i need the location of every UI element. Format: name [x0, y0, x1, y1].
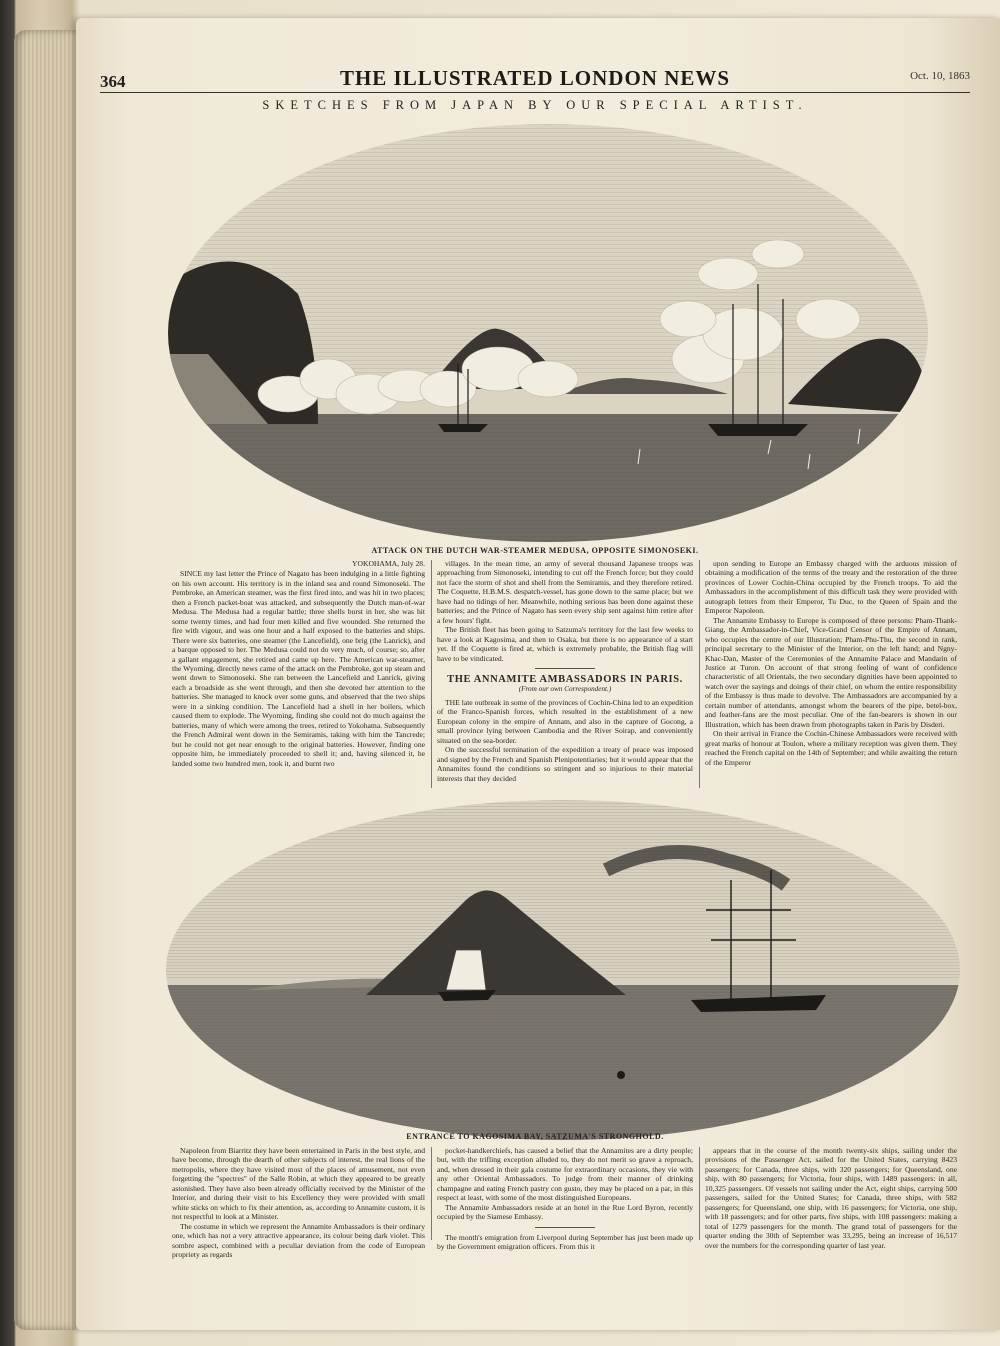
paragraph: The British fleet has been going to Satzuma's territory for the last few weeks to have a look at Kagosima, and then to Osaka, but there is no appearance of a start yet. If the Coquette is fired at, which is extremely probable, the British flag will have to be vindicated. [437, 625, 693, 663]
page-edges [14, 30, 76, 1330]
section-title: SKETCHES FROM JAPAN BY OUR SPECIAL ARTIST. [262, 98, 808, 112]
article-col3 [705, 559, 957, 789]
byline: (From our own Correspondent.) [518, 685, 612, 694]
headline-annamite: THE ANNAMITE AMBASSADORS IN PARIS. [447, 673, 683, 685]
paragraph: appears that in the course of the month twenty-six ships, sailing under the provisions of the Passenger Act, sailed for the United States, carrying 8423 passengers; for Canada, three ships, with 320 passengers; for Queensland, one ship, with 80 passengers; for Victoria, four ships, with 1489 passengers: in all, 10,325 passengers. Of vessels not sailing under the Act, eight ships, carrying 500 passengers, sailed for the United States; for Canada, three ships, with 582 passengers; for Queensland, one ship, with 16 passengers; for Victoria, one ship, with 18 passengers; and for other parts, five ships, with 108 passengers: making a total of 1279 passengers for the month. The grand total of passengers for the quarter ending the 30th of September was 33,295, being an increase of 16,517 over the numbers for the corresponding quarter of last year. [705, 1146, 957, 1250]
paragraph: Napoleon from Biarritz they have been entertained in Paris in the best style, and have become, through the dearth of other subjects of interest, the real lions of the metropolis, where they have visited most of the places of amusement, not even forgetting the "spectres" of the Salle Robin, at which they appeared to be greatly astonished. They have also been already officially received by the Minister of the Interior, and during their visit to his Excellency they were provided with small white sticks on which to fix their attention, as, according to Annamite custom, it is not respectful to look at a Minister. [172, 1146, 425, 1222]
column-rule [431, 1147, 432, 1240]
article-lower-col1 [172, 1146, 425, 1259]
article-yokohama-col1 [172, 559, 425, 789]
paragraph: villages. In the mean time, an army of several thousand Japanese troops was approaching from Simonoseki, intending to cut off the French force; but they could not face the storm of shot and shell from the Semiramis, and they therefore retired. The Coquette, H.B.M.S. despatch-vessel, has gone down to the same place; but we have had no tidings of her. Meanwhile, nothing serious has been done against these batteries; and the Prince of Nagato has seen every ship sent against him retire after a few hours' fight. [437, 559, 693, 625]
paragraph: The Annamite Embassy to Europe is composed of three persons: Pham-Thank-Giang, the Ambassador-in-Chief, Vice-Grand Censor of the Empire of Annam, who occupies the centre of our Illustration; Pham-Phu-Thu, the second in rank, principal secretary to the Minister of the Interior, on the left hand; and Ngny-Khac-Dan, Master of the Ceremonies of the Annamite Palace and Mandarin of Justice at Turon. On account of that strong feeling of want of confidence characteristic of all Orientals, the two secondary dignities have been appointed to watch over the sayings and doings of their chief, on whom the entire responsibility of the Embassy is thus made to devolve. The Ambassadors are accompanied by a certain number of attendants, amongst whom the bearers of the pipe, betel-box, and feather-fans are the most peculiar. One of the fan-bearers is shown in our Illustration, which has been drawn from photographs taken in Paris by Disderi. [705, 615, 957, 729]
paragraph: The costume in which we represent the Annamite Ambassadors is their ordinary one, which has not a very attractive appearance, its colour being dark violet. This sombre aspect, combined with a peculiar deviation from the code of European propriety as regards [172, 1221, 425, 1259]
engraving-naval-battle [168, 124, 928, 542]
header-rule [100, 92, 970, 93]
caption-bottom-illustration: ENTRANCE TO KAGOSIMA BAY, SATZUMA'S STRONGHOLD. [406, 1132, 664, 1141]
article-lower-col3 [705, 1146, 957, 1250]
caption-top-illustration: ATTACK ON THE DUTCH WAR-STEAMER MEDUSA, OPPOSITE SIMONOSEKI. [371, 546, 699, 555]
illustration-attack-medusa [168, 124, 928, 542]
paragraph: THE late outbreak in some of the provinces of Cochin-China led to an expedition of the Franco-Spanish forces, which resulted in the establishment of a new European colony in the empire of Annam, and also in the capture of Gocong, a small province lying between Cambodia and the River Soirap, and conveniently situated on the sea-border. [437, 697, 693, 745]
paragraph: On the successful termination of the expedition a treaty of peace was imposed and signed by the French and Spanish Plenipotentiaries; but it would appear that the Annamites found the conditions so stringent and so injurious to their material interests that they decided [437, 745, 693, 783]
page-header [100, 64, 970, 94]
divider [535, 668, 595, 669]
column-rule [431, 560, 432, 788]
paragraph: The month's emigration from Liverpool during September has just been made up by the Government emigration officers. From this it [437, 1232, 693, 1252]
column-rule [699, 560, 700, 788]
paragraph: pocket-handkerchiefs, has caused a belief that the Annamites are a dirty people; but, with the trifling exception alluded to, they do not merit so grave a reproach, and, when dressed in their gala costume for extraordinary occasions, they vie with any other Oriental Ambassadors. To judge from their manner of drinking champagne and eating French pastry con gusto, they may be placed on a par, in this respect at least, with some of the most distinguished Europeans. [437, 1146, 693, 1203]
illustration-kagosima-bay [166, 800, 961, 1140]
paragraph: upon sending to Europe an Embassy charged with the arduous mission of obtaining a modification of the terms of the treaty and the restoration of the three provinces of Lower Cochin-China occupied by the French troops. To aid the Ambassadors in the accomplishment of this difficult task they were provided with autograph letters from their Emperor, Tu Duc, to the Queen of Spain and the Emperor Napoleon. [705, 559, 957, 616]
article-lower-col2 [437, 1146, 693, 1252]
paragraph: The Annamite Ambassadors reside at an hotel in the Rue Lord Byron, recently occupied by the Siamese Embassy. [437, 1202, 693, 1222]
paragraph: On their arrival in France the Cochin-Chinese Ambassadors were received with great marks of honour at Toulon, where a military reception was given them. They reached the French capital on the 14th of September; and while awaiting the return of the Emperor [705, 729, 957, 767]
article-col2 [437, 559, 693, 789]
paragraph: SINCE my last letter the Prince of Nagato has been indulging in a little fighting on his own account. His territory is in the inland sea and round Simonoseki. The Pembroke, an American steamer, was the first fired into, and was hit in two places; then a French packet-boat was attacked, and subsequently the Dutch man-of-war Medusa. The Medusa had a regular battle; three shells burst in her, she was hit some twenty times, and had four men killed and five wounded. She returned the fire with vigour, and was one hour and a half exposed to the batteries and ships. There were six batteries, one steamer (the Lancefield), one brig (the Lanrick), and a barque opposed to her. The Medusa could not do very much, of course; so, after a gallant engagement, she retired and came up here. The American war-steamer, the Wyoming, directly news came of the attack on the Pembroke, got up steam and went down to Simonoseki. She ran between the Lancefield and Lanrick, giving each a broadside as she went through, and then she devoted her attention to the batteries. She managed to knock over some guns, and observed that the two ships were in a sinking condition. The Lancefield had a shell in her boilers, which caused them to explode. The Wyoming, finding she could not do much against the batteries, many of which were among the trees, retired to Yokohama. Subsequently the French Admiral went down in the Semiramis, taking with him the Tancrede; but he could not get near enough to the original batteries. However, finding one opposite him, he immediately proceeded to shell it; and, having silenced it, he landed some two hundred men, took it, and burnt two [172, 569, 425, 768]
masthead: THE ILLUSTRATED LONDON NEWS [339, 66, 731, 90]
issue-date: Oct. 10, 1863 [910, 70, 970, 82]
column-rule [699, 1147, 700, 1240]
divider [535, 1227, 595, 1228]
page-number: 364 [100, 72, 126, 91]
dateline: YOKOHAMA, July 28. [352, 559, 425, 568]
engraving-ships-bay [166, 800, 961, 1140]
